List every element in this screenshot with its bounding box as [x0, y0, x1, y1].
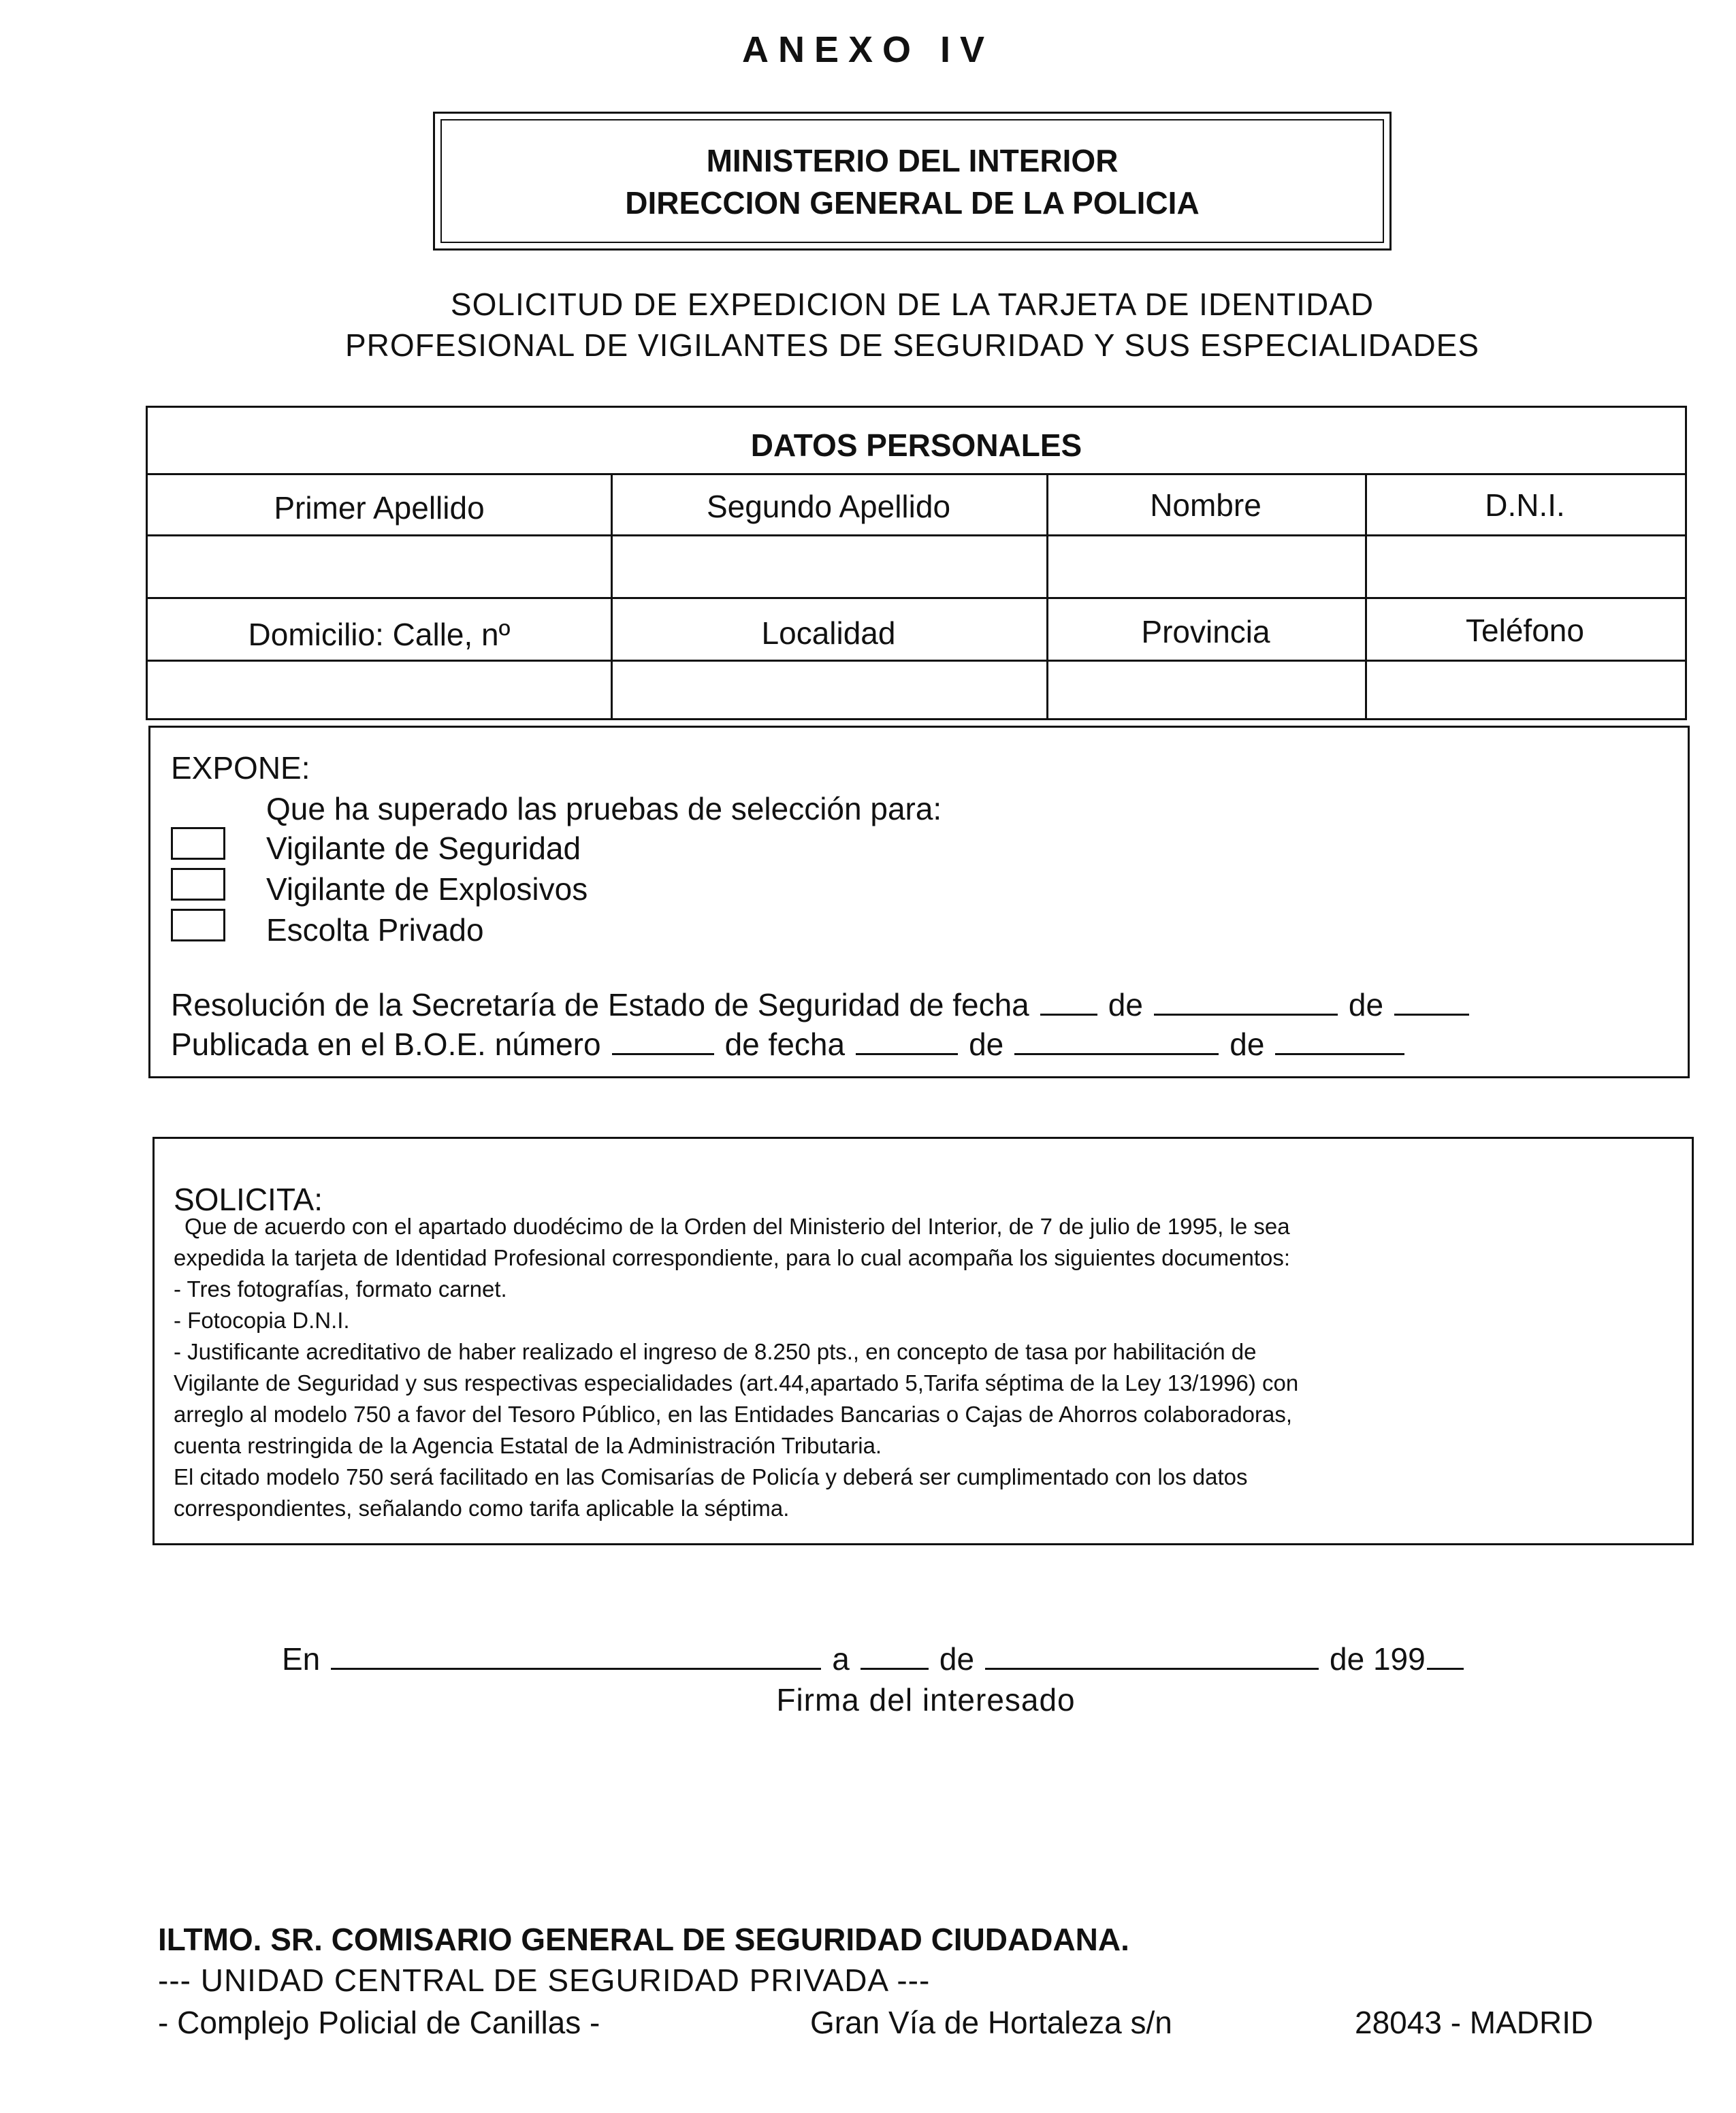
- place-date-line: En a de de 199: [282, 1641, 1475, 1677]
- addressee-street: Gran Vía de Hortaleza s/n: [810, 2005, 1172, 2040]
- solicita-line: Que de acuerdo con el apartado duodécimo de la Orden del Ministerio del Interior, de 7 de julio de 1995, le sea: [184, 1214, 1290, 1239]
- solicita-heading: SOLICITA:: [174, 1182, 323, 1217]
- option-vigilante-seguridad: Vigilante de Seguridad: [266, 830, 581, 866]
- field-provincia[interactable]: [1049, 662, 1364, 717]
- boe-line: Publicada en el B.O.E. número de fecha de de: [171, 1026, 1415, 1063]
- addressee-postal-city: 28043 - MADRID: [1355, 2005, 1594, 2040]
- personal-data-title: DATOS PERSONALES: [750, 428, 1082, 463]
- field-telefono[interactable]: [1368, 662, 1685, 717]
- solicita-line: cuenta restringida de la Agencia Estatal de la Administración Tributaria.: [174, 1433, 882, 1458]
- boe-day-blank[interactable]: [856, 1053, 958, 1055]
- checkbox-escolta-privado[interactable]: [171, 909, 225, 941]
- label-telefono: Teléfono: [1466, 613, 1584, 648]
- solicita-line: - Fotocopia D.N.I.: [174, 1308, 350, 1333]
- addressee-complex: - Complejo Policial de Canillas -: [158, 2005, 600, 2040]
- option-escolta-privado: Escolta Privado: [266, 912, 484, 948]
- addressee-title: ILTMO. SR. COMISARIO GENERAL DE SEGURIDAD CIUDADANA.: [158, 1922, 1129, 1957]
- resolution-line: Resolución de la Secretaría de Estado de Seguridad de fecha de de: [171, 986, 1480, 1023]
- ministry-name: MINISTERIO DEL INTERIOR: [706, 143, 1119, 178]
- field-dni[interactable]: [1368, 537, 1685, 594]
- resolution-day-blank[interactable]: [1040, 1014, 1097, 1016]
- checkbox-vigilante-explosivos[interactable]: [171, 868, 225, 901]
- field-localidad[interactable]: [613, 662, 1045, 717]
- expone-heading: EXPONE:: [171, 750, 310, 786]
- boe-year-blank[interactable]: [1275, 1053, 1404, 1055]
- solicita-section: [152, 1137, 1694, 1545]
- resolution-year-blank[interactable]: [1394, 1014, 1469, 1016]
- annex-title: ANEXO IV: [741, 29, 995, 70]
- field-nombre[interactable]: [1049, 537, 1364, 594]
- label-dni: D.N.I.: [1485, 487, 1565, 523]
- expone-section: [148, 726, 1690, 1078]
- solicita-line: arreglo al modelo 750 a favor del Tesoro Público, en las Entidades Bancarias o Cajas de Ahorros colaboradoras,: [174, 1402, 1293, 1427]
- field-domicilio[interactable]: [150, 662, 609, 717]
- label-segundo-apellido: Segundo Apellido: [706, 489, 951, 524]
- request-title-line2: PROFESIONAL DE VIGILANTES DE SEGURIDAD Y SUS ESPECIALIDADES: [344, 327, 1480, 363]
- boe-month-blank[interactable]: [1014, 1053, 1219, 1055]
- signature-label: Firma del interesado: [776, 1682, 1076, 1717]
- boe-number-blank[interactable]: [612, 1053, 714, 1055]
- year-blank[interactable]: [1427, 1668, 1464, 1670]
- label-domicilio: Domicilio: Calle, nº: [248, 617, 511, 652]
- field-segundo-apellido[interactable]: [613, 537, 1045, 594]
- solicita-line: expedida la tarjeta de Identidad Profesional correspondiente, para lo cual acompaña los siguientes documentos:: [174, 1245, 1291, 1270]
- label-primer-apellido: Primer Apellido: [274, 490, 485, 526]
- solicita-line: - Justificante acreditativo de haber realizado el ingreso de 8.250 pts., en concepto de tasa por habilitación de: [174, 1339, 1257, 1364]
- checkbox-vigilante-seguridad[interactable]: [171, 827, 225, 860]
- day-blank[interactable]: [861, 1668, 929, 1670]
- solicita-line: Vigilante de Seguridad y sus respectivas especialidades (art.44,apartado 5,Tarifa séptima de la Ley 13/1996) con: [174, 1370, 1299, 1396]
- solicita-line: correspondientes, señalando como tarifa aplicable la séptima.: [174, 1496, 790, 1521]
- directorate-name: DIRECCION GENERAL DE LA POLICIA: [625, 185, 1200, 221]
- solicita-line: El citado modelo 750 será facilitado en las Comisarías de Policía y deberá ser cumplimentado con los datos: [174, 1464, 1248, 1489]
- month-blank[interactable]: [985, 1668, 1319, 1670]
- resolution-month-blank[interactable]: [1154, 1014, 1338, 1016]
- addressee-unit: --- UNIDAD CENTRAL DE SEGURIDAD PRIVADA ---: [158, 1963, 931, 1998]
- label-localidad: Localidad: [761, 615, 896, 651]
- label-nombre: Nombre: [1150, 487, 1261, 523]
- expone-intro: Que ha superado las pruebas de selección para:: [266, 791, 942, 826]
- ministry-header-box: [433, 112, 1392, 251]
- solicita-line: - Tres fotografías, formato carnet.: [174, 1276, 507, 1302]
- field-primer-apellido[interactable]: [150, 537, 609, 594]
- personal-data-table: [146, 406, 1687, 720]
- request-title-line1: SOLICITUD DE EXPEDICION DE LA TARJETA DE IDENTIDAD: [450, 287, 1375, 322]
- option-vigilante-explosivos: Vigilante de Explosivos: [266, 871, 588, 907]
- place-blank[interactable]: [331, 1668, 821, 1670]
- label-provincia: Provincia: [1141, 614, 1270, 649]
